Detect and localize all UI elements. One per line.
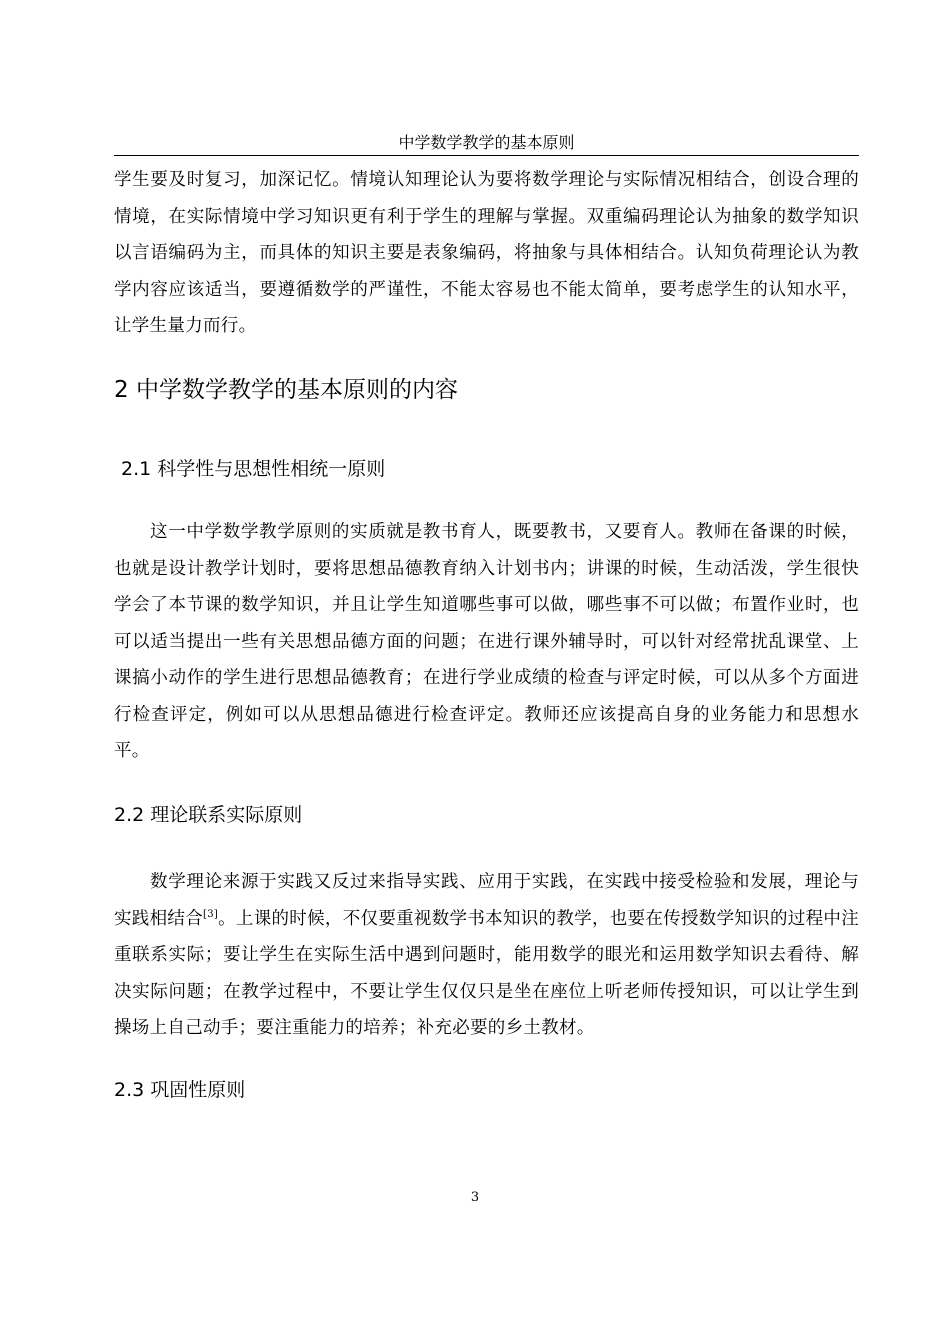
section-2-2-text-part1: 数学理论来源于实践又反过来指导实践、应用于实践，在实践中接受检验和发展，理论与实践相结合 <box>114 872 859 929</box>
section-2-2-heading: 2.2 理论联系实际原则 <box>114 804 303 826</box>
section-2-2-text-part2: 。上课的时候，不仅要重视数学书本知识的教学，也要在传授数学知识的过程中注重联系实际；要让学生在实际生活中遇到问题时，能用数学的眼光和运用数学知识去看待、解决实际问题；在教学过程中，不要让学生仅仅只是坐在座位上听老师传授知识，可以让学生到操场上自己动手；要注重能力的培养；补充必要的乡土教材。 <box>114 908 860 1038</box>
section-2-3-heading: 2.3 巩固性原则 <box>114 1079 246 1101</box>
section-2-2-paragraph <box>114 864 859 1047</box>
running-header: 中学数学教学的基本原则 <box>398 133 575 152</box>
header-rule <box>114 155 859 156</box>
section-2-1-paragraph: 这一中学数学教学原则的实质就是教书育人，既要教书，又要育人。教师在备课的时候，也就是设计教学计划时，要将思想品德教育纳入计划书内；讲课的时候，生动活泼，学生很快学会了本节课的数学知识，并且让学生知道哪些事可以做，哪些事不可以做；布置作业时，也可以适当提出一些有关思想品德方面的问题；在进行课外辅导时，可以针对经常扰乱课堂、上课搞小动作的学生进行思想品德教育；在进行学业成绩的检查与评定时候，可以从多个方面进行检查评定，例如可以从思想品德进行检查评定。教师还应该提高自身的业务能力和思想水平。 <box>114 522 859 761</box>
page-number: 3 <box>470 1190 480 1205</box>
section-2-1-heading: 2.1 科学性与思想性相统一原则 <box>121 458 386 480</box>
intro-paragraph: 学生要及时复习，加深记忆。情境认知理论认为要将数学理论与实际情况相结合，创设合理的情境，在实际情境中学习知识更有利于学生的理解与掌握。双重编码理论认为抽象的数学知识以言语编码为主，而具体的知识主要是表象编码，将抽象与具体相结合。认知负荷理论认为教学内容应该适当，要遵循数学的严谨性，不能太容易也不能太简单，要考虑学生的认知水平，让学生量力而行。 <box>114 170 859 336</box>
section-2-heading: 2 中学数学教学的基本原则的内容 <box>114 377 458 403</box>
citation-marker: [3] <box>203 908 219 920</box>
